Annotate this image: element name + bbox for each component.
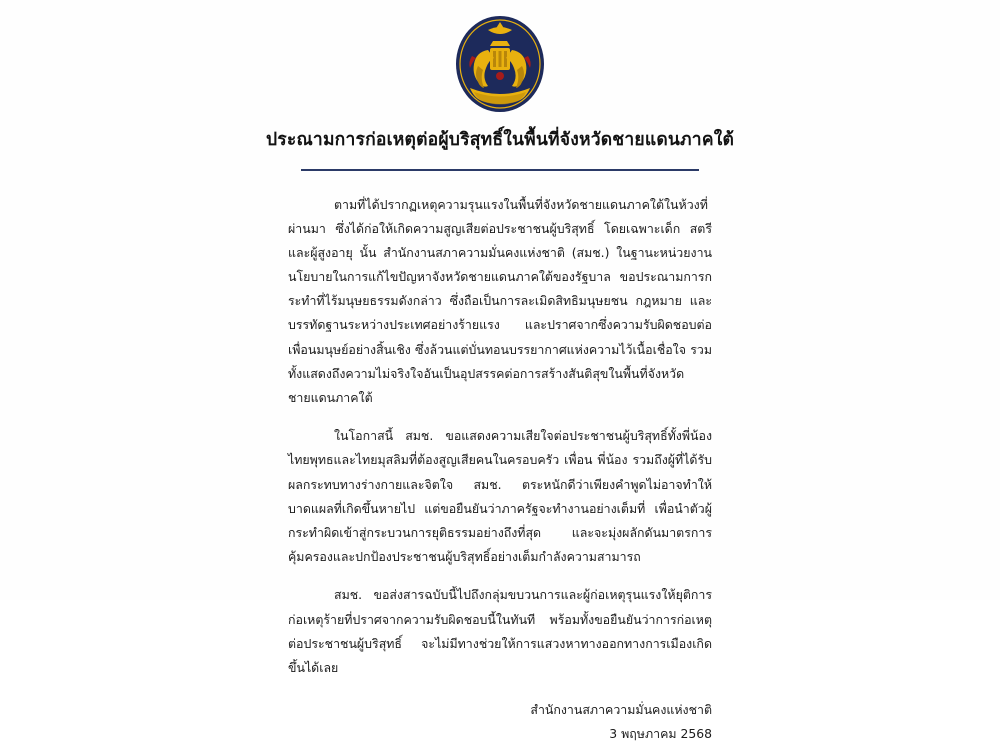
emblem-container <box>0 14 1000 118</box>
title-divider <box>301 169 699 171</box>
signature-block <box>288 698 712 745</box>
paragraph-1: ตามที่ได้ปรากฏเหตุความรุนแรงในพื้นที่จังหวัดชายแดนภาคใต้ในห้วงที่ผ่านมา ซึ่งได้ก่อให้เกิดความสูญเสียต่อประชาชนผู้บริสุทธิ์ โดยเฉพาะเด็ก สตรี และผู้สูงอายุ นั้น สำนักงานสภาความมั่นคงแห่งชาติ (สมช.) ในฐานะหน่วยงานนโยบายในการแก้ไขปัญหาจังหวัดชายแดนภาคใต้ของรัฐบาล ขอประณามการกระทำที่ไร้มนุษยธรรมดังกล่าว ซึ่งถือเป็นการละเมิดสิทธิมนุษยชน กฎหมาย และบรรทัดฐานระหว่างประเทศอย่างร้ายแรง และปราศจากซึ่งความรับผิดชอบต่อเพื่อนมนุษย์อย่างสิ้นเชิง ซึ่งล้วนแต่บั่นทอนบรรยากาศแห่งความไว้เนื้อเชื่อใจ รวมทั้งแสดงถึงความไม่จริงใจอันเป็นอุปสรรคต่อการสร้างสันติสุขในพื้นที่จังหวัดชายแดนภาคใต้ <box>288 196 712 405</box>
page-title: ประณามการก่อเหตุต่อผู้บริสุทธิ์ในพื้นที่จังหวัดชายแดนภาคใต้ <box>265 130 735 150</box>
paragraph-3: สมช. ขอส่งสารฉบับนี้ไปถึงกลุ่มขบวนการและผู้ก่อเหตุรุนแรงให้ยุติการก่อเหตุร้ายที่ปราศจากความรับผิดชอบนี้ในทันที พร้อมทั้งขอยืนยันว่าการก่อเหตุต่อประชาชนผู้บริสุทธิ์ จะไม่มีทางช่วยให้การแสวงหาทางออกทางการเมืองเกิดขึ้นได้เลย <box>288 587 712 675</box>
signature-organization: สำนักงานสภาความมั่นคงแห่งชาติ <box>530 702 712 718</box>
document-body <box>288 193 712 681</box>
signature-date: 3 พฤษภาคม 2568 <box>609 725 712 741</box>
paragraph-2: ในโอกาสนี้ สมช. ขอแสดงความเสียใจต่อประชาชนผู้บริสุทธิ์ทั้งพี่น้องไทยพุทธและไทยมุสลิมที่ต้องสูญเสียคนในครอบครัว เพื่อน พี่น้อง รวมถึงผู้ที่ได้รับผลกระทบทางร่างกายและจิตใจ สมช. ตระหนักดีว่าเพียงคำพูดไม่อาจทำให้บาดแผลที่เกิดขึ้นหายไป แต่ขอยืนยันว่าภาครัฐจะทำงานอย่างเต็มที่ เพื่อนำตัวผู้กระทำผิดเข้าสู่กระบวนการยุติธรรมอย่างถึงที่สุด และจะมุ่งผลักดันมาตรการคุ้มครองและปกป้องประชาชนผู้บริสุทธิ์อย่างเต็มกำลังความสามารถ <box>288 428 712 565</box>
garuda-royal-seal-icon <box>452 14 548 118</box>
